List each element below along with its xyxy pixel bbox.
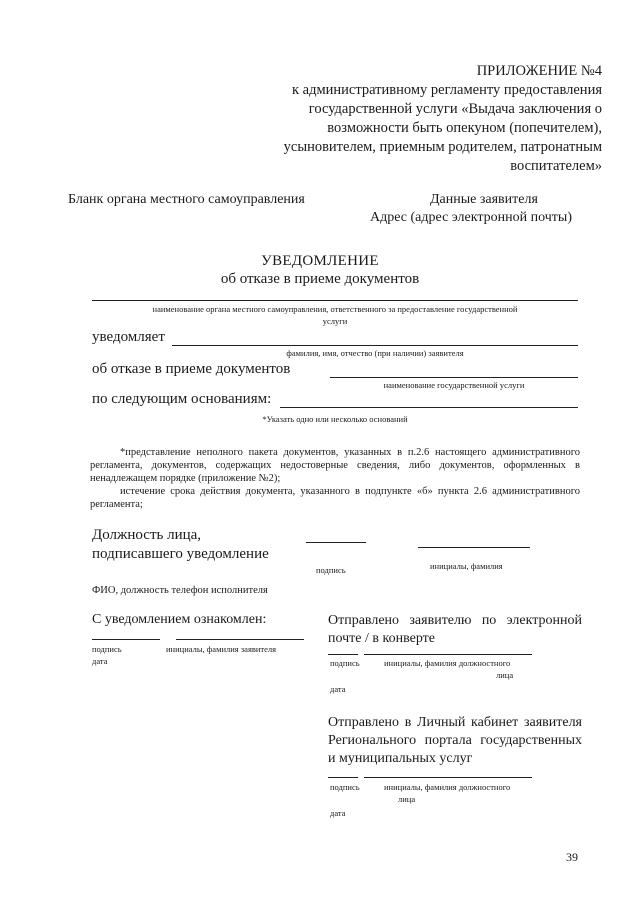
acquainted-signature-caption: подпись xyxy=(92,644,122,654)
sent-portal-initials-caption-2: лица xyxy=(398,794,416,804)
sent-portal-signature-caption: подпись xyxy=(330,782,360,792)
applicant-data-label: Данные заявителя xyxy=(430,192,538,207)
refusal-reasons xyxy=(90,446,580,511)
official-signature-caption: подпись xyxy=(316,565,346,575)
annex-line-4: усыновителем, приемным родителем, патронатным xyxy=(283,139,602,155)
sent-email-date-caption: дата xyxy=(330,684,346,694)
annex-line-1: к административному регламенту предоставления xyxy=(291,82,602,98)
service-name-line xyxy=(330,377,578,378)
sent-email-initials-caption-2: лица xyxy=(496,670,514,680)
sent-email-initials-line xyxy=(364,654,532,655)
acquainted-signature-line xyxy=(92,639,160,640)
annex-header xyxy=(242,62,602,176)
org-name-caption-2: услуги xyxy=(322,316,348,326)
sent-email-initials-caption: инициалы, фамилия должностного xyxy=(384,658,511,668)
sent-portal-initials-line xyxy=(364,777,532,778)
annex-line-5: воспитателем» xyxy=(510,158,602,174)
annex-line-3: возможности быть опекуном (попечителем), xyxy=(327,120,602,136)
sent-email-signature-caption: подпись xyxy=(330,658,360,668)
reason-incomplete-documents: *представление неполного пакета документов, указанных в п.2.6 настоящего административного регламента, документов, содержащих недостоверные сведения, либо документов, оформленных в ненадлежащем порядке (приложение №2); xyxy=(90,447,580,484)
sent-portal-text: Отправлено в Личный кабинет заявителя Регионального портала государственных и муниципальных услуг xyxy=(328,715,582,766)
applicant-name-line xyxy=(172,345,578,346)
page-number: 39 xyxy=(566,850,578,864)
executor-info: ФИО, должность телефон исполнителя xyxy=(92,585,268,596)
annex-number: ПРИЛОЖЕНИЕ №4 xyxy=(476,63,602,79)
acquainted-initials-line xyxy=(176,639,304,640)
acquainted-label: С уведомлением ознакомлен: xyxy=(92,612,267,627)
org-name-caption: наименование органа местного самоуправления, ответственного за предоставление государственной xyxy=(152,304,518,314)
reason-expired-document: истечение срока действия документа, указанного в подпункте «б» пункта 2.6 административного регламента; xyxy=(90,486,580,510)
official-position-line-1: Должность лица, xyxy=(92,527,202,543)
grounds-label: по следующим основаниям: xyxy=(92,391,272,407)
official-position-line-2: подписавшего уведомление xyxy=(92,546,269,562)
grounds-hint: *Указать одно или несколько оснований xyxy=(262,414,408,424)
official-position xyxy=(92,526,269,564)
sent-portal-initials-caption: инициалы, фамилия должностного xyxy=(384,782,511,792)
annex-line-2: государственной услуги «Выдача заключения о xyxy=(308,101,602,117)
document-title: УВЕДОМЛЕНИЕ xyxy=(261,253,379,269)
applicant-address-label: Адрес (адрес электронной почты) xyxy=(370,210,572,225)
document-subtitle: об отказе в приеме документов xyxy=(220,271,420,287)
refusal-label: об отказе в приеме документов xyxy=(92,361,291,377)
sent-portal-date-caption: дата xyxy=(330,808,346,818)
official-initials-caption: инициалы, фамилия xyxy=(430,561,503,571)
letterhead-left: Бланк органа местного самоуправления xyxy=(68,192,305,207)
acquainted-initials-caption: инициалы, фамилия заявителя xyxy=(166,644,277,654)
official-initials-line xyxy=(418,547,530,548)
acquainted-date-caption: дата xyxy=(92,656,108,666)
sent-portal-signature-line xyxy=(328,777,358,778)
service-name-caption: наименование государственной услуги xyxy=(383,380,525,390)
sent-email-signature-line xyxy=(328,654,358,655)
org-name-line xyxy=(92,300,578,301)
official-signature-line xyxy=(306,542,366,543)
applicant-name-caption: фамилия, имя, отчество (при наличии) заявителя xyxy=(286,348,464,358)
notifies-label: уведомляет xyxy=(92,329,165,345)
sent-email-text: Отправлено заявителю по электронной почте / в конверте xyxy=(328,613,582,646)
grounds-line xyxy=(280,407,578,408)
